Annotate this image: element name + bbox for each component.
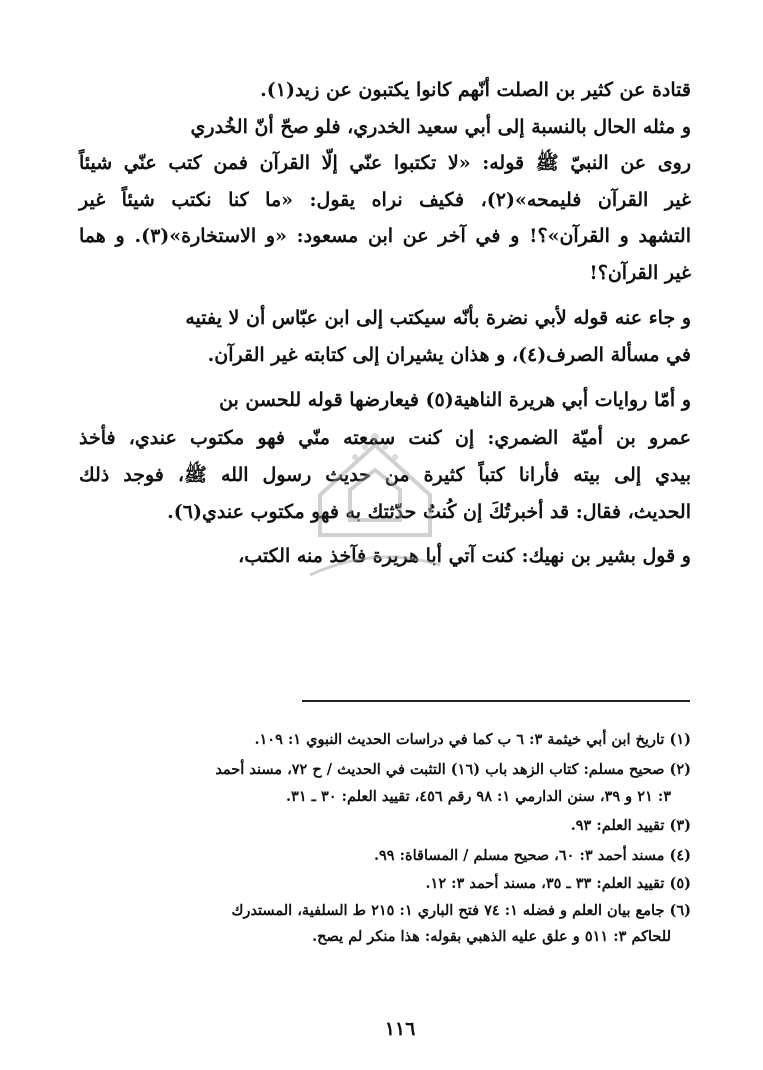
- body-line: و جاء عنه قوله لأبي نضرة بأنّه سيكتب إلى ابن عبّاس أن لا يفتيه: [185, 307, 691, 329]
- footnote: (٥) تقييد العلم: ٣٣ ـ ٣٥، مسند أحمد ٣: ١٢.: [425, 875, 691, 892]
- page-number: ١١٦: [384, 1018, 416, 1040]
- footnote: ٣: ٢١ و ٣٩، سنن الدارمي ١: ٩٨ رقم ٤٥٦، تقييد العلم: ٣٠ ـ ٣١.: [285, 788, 671, 805]
- body-line: و قول بشير بن نهيك: كنت آتي أبا هريرة فآخذ منه الكتب،: [238, 545, 691, 567]
- body-line: و أمّا روايات أبي هريرة الناهية(٥) فيعارضها قوله للحسن بن: [219, 389, 691, 411]
- footnote-divider: [302, 700, 690, 702]
- footnote: للحاكم ٣: ٥١١ و علق عليه الذهبي بقوله: هذا منكر لم يصح.: [312, 928, 671, 945]
- footnote: (٤) مسند أحمد ٣: ٦٠، صحيح مسلم / المساقاة: ٩٩.: [373, 847, 691, 864]
- watermark-logo-icon: [300, 425, 450, 585]
- footnote: (٣) تقييد العلم: ٩٣.: [570, 817, 691, 834]
- body-line: بيدي إلى بيته فأرانا كتباً كثيرة من حديث رسول الله ﷺ، فوجد ذلك: [79, 464, 691, 486]
- body-line: التشهد و القرآن»؟! و في آخر عن ابن مسعود: «و الاستخارة»(٣). و هما: [79, 225, 691, 247]
- footnote: (١) تاريخ ابن أبي خيثمة ٣: ٦ ب كما في دراسات الحديث النبوي ١: ١٠٩.: [254, 731, 691, 748]
- body-line: غير القرآن فليمحه»(٢)، فكيف نراه يقول: «ما كنا نكتب شيئاً غير: [79, 189, 691, 211]
- footnote: (٦) جامع بيان العلم و فضله ١: ٧٤ فتح الباري ١: ٢١٥ ط السلفية، المستدرك: [231, 902, 691, 919]
- body-line: غير القرآن؟!: [589, 262, 691, 284]
- body-line: عمرو بن أميّة الضمري: إن كنت سمعته منّي فهو مكتوب عندي، فأخذ: [79, 427, 691, 449]
- footnote: (٢) صحيح مسلم: كتاب الزهد باب (١٦) التثبت في الحديث / ح ٧٢، مسند أحمد: [215, 761, 691, 778]
- body-line: الحديث، فقال: قد أخبرتُكَ إن كُنتُ حدّثتك به فهو مكتوب عندي(٦).: [167, 501, 691, 523]
- body-line: و مثله الحال بالنسبة إلى أبي سعيد الخدري، فلو صحّ أنّ الخُدري: [190, 116, 691, 138]
- body-line: روى عن النبيّ ﷺ قوله: «لا تكتبوا عنّي إلّا القرآن فمن كتب عنّي شيئاً: [79, 152, 691, 174]
- body-line: في مسألة الصرف(٤)، و هذان يشيران إلى كتابته غير القرآن.: [207, 344, 691, 366]
- body-line: قتادة عن كثير بن الصلت أنّهم كانوا يكتبون عن زيد(١).: [260, 79, 691, 101]
